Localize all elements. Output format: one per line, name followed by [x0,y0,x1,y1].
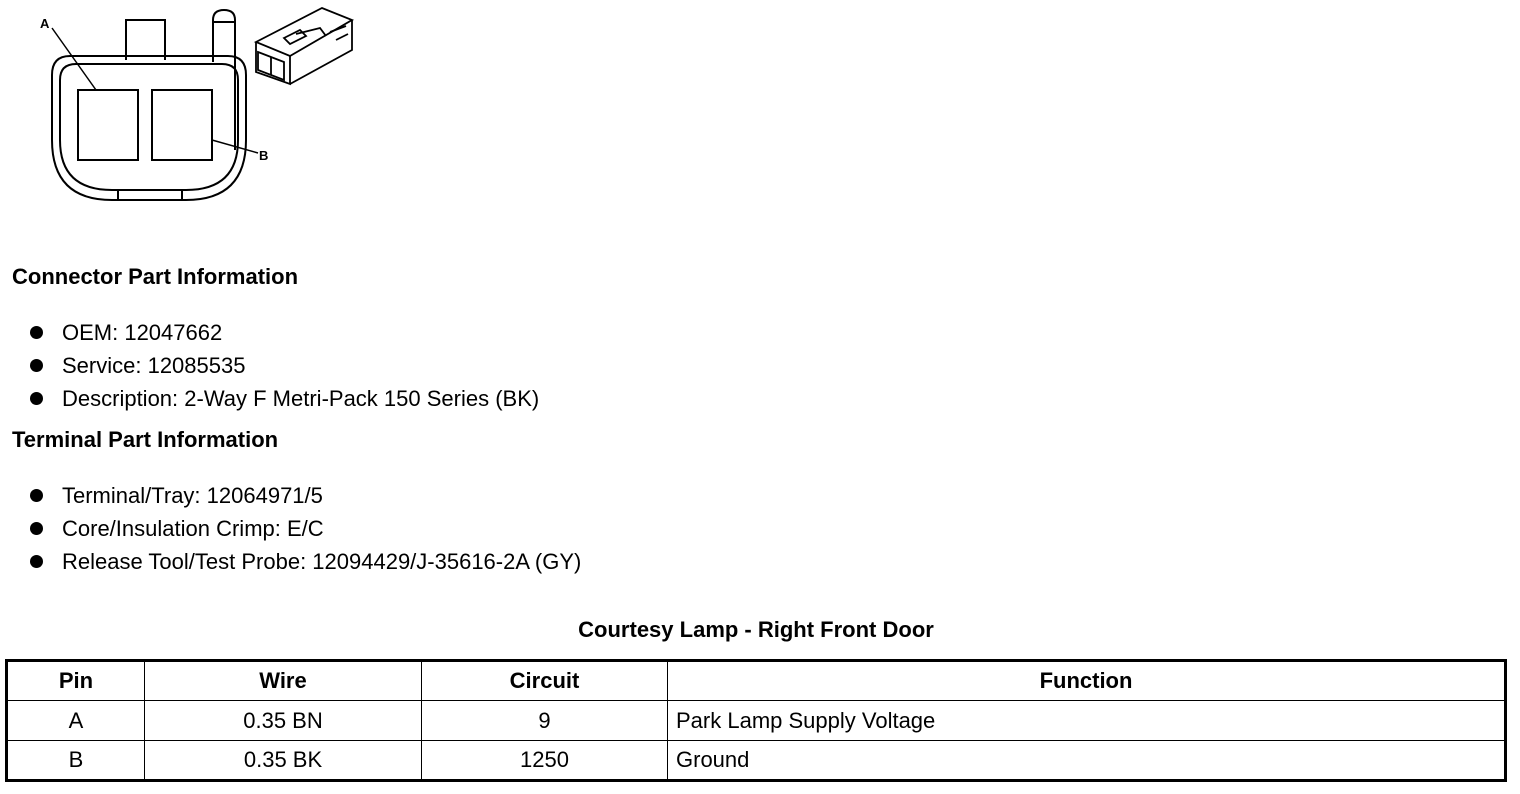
table-row [7,741,1506,781]
column-header-pin: Pin [7,661,145,701]
connector-part-info-list [28,316,539,415]
cell-pin: B [7,741,145,781]
cell-function: Park Lamp Supply Voltage [668,701,1506,741]
pin-table [5,659,1507,782]
list-item-text: Release Tool/Test Probe: 12094429/J-35616-2A (GY) [62,549,582,574]
list-item-text: Core/Insulation Crimp: E/C [62,516,324,541]
list-item-text: OEM: 12047662 [62,320,223,345]
bullet-icon [30,326,43,339]
terminal-part-info-heading: Terminal Part Information [12,427,279,452]
label-b: B [259,148,269,163]
cell-circuit: 9 [422,701,668,741]
terminal-part-info-list [28,479,581,578]
column-header-wire: Wire [145,661,422,701]
cell-function: Ground [668,741,1506,781]
connector-body-outer [52,56,246,200]
cell-circuit: 1250 [422,741,668,781]
label-a: A [40,16,50,31]
list-item [28,382,539,415]
list-item-text: Service: 12085535 [62,353,246,378]
cavity-a [78,90,138,160]
bullet-icon [30,555,43,568]
list-item-text: Description: 2-Way F Metri-Pack 150 Series (BK) [62,386,540,411]
table-row [7,701,1506,741]
bullet-icon [30,392,43,405]
connector-isometric-sketch [256,8,352,84]
table-title: Courtesy Lamp - Right Front Door [578,617,934,642]
list-item [28,545,581,578]
connector-latch-arm [213,10,235,150]
connector-top-tab [126,20,165,60]
cell-pin: A [7,701,145,741]
list-item [28,316,539,349]
bullet-icon [30,359,43,372]
column-header-function: Function [668,661,1506,701]
list-item [28,349,539,382]
bullet-icon [30,522,43,535]
cell-wire: 0.35 BN [145,701,422,741]
list-item [28,479,581,512]
column-header-circuit: Circuit [422,661,668,701]
cell-wire: 0.35 BK [145,741,422,781]
list-item [28,512,581,545]
connector-part-info-heading: Connector Part Information [12,264,299,289]
list-item-text: Terminal/Tray: 12064971/5 [62,483,323,508]
cavity-b [152,90,212,160]
connector-diagram [0,0,380,220]
table-header-row [7,661,1506,701]
bullet-icon [30,489,43,502]
